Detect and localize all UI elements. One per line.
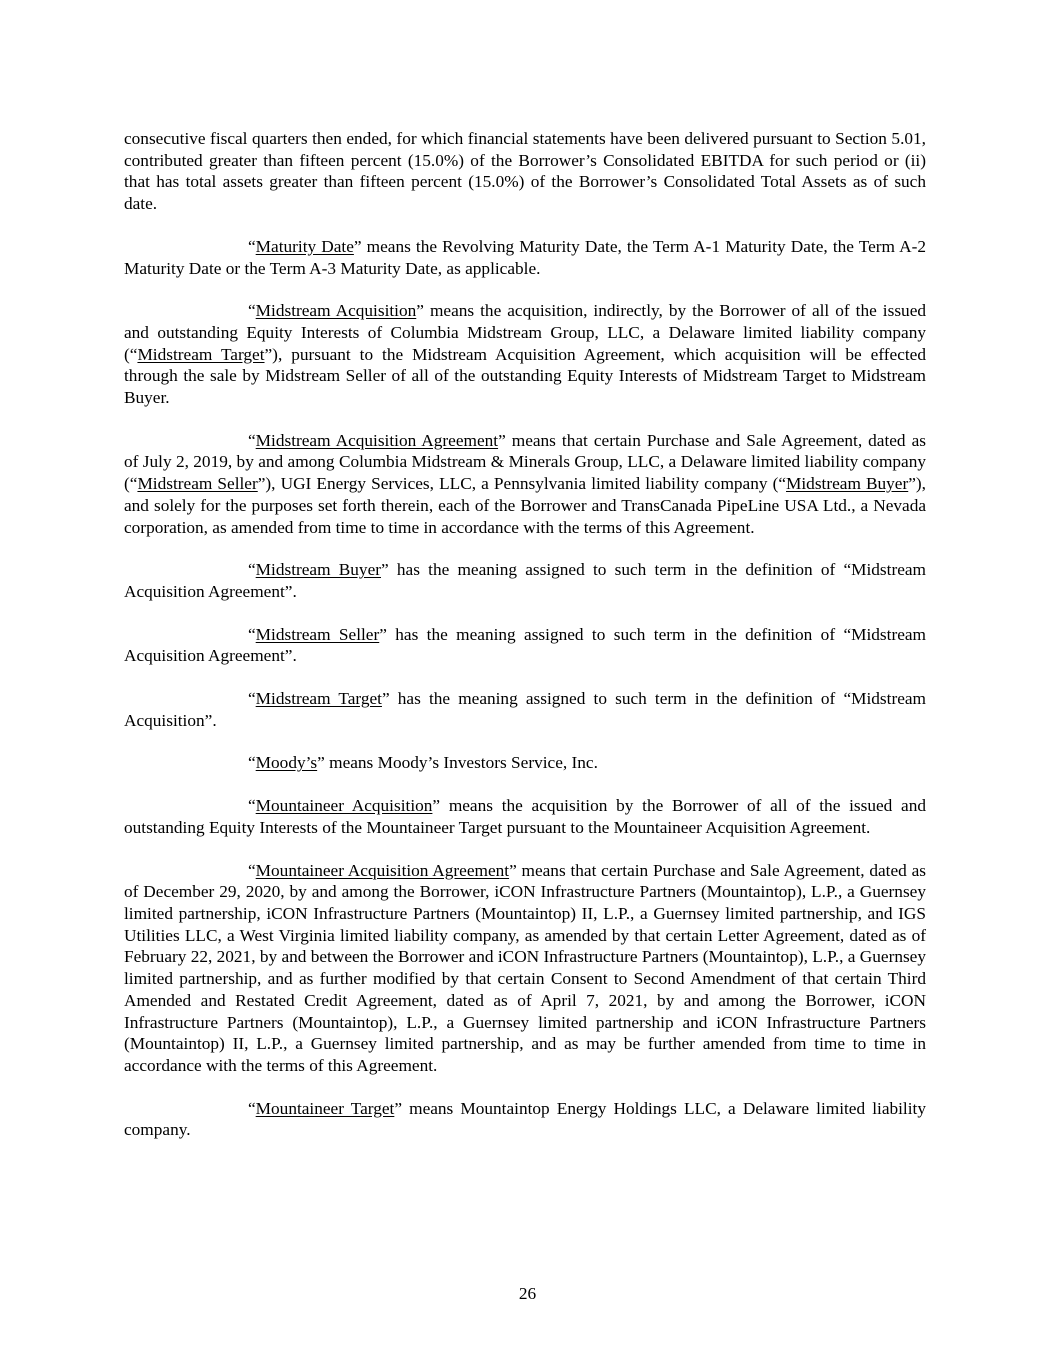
definition-text: ” has the meaning assigned to such term in the definition of “Midstream Acquisition Agreement”. (124, 560, 926, 601)
defined-term: Midstream Seller (255, 624, 380, 644)
inline-defined-term: Midstream Seller (137, 474, 258, 494)
definition-text: ” means the Revolving Maturity Date, the Term A-1 Maturity Date, the Term A-2 Maturity Date or the Term A-3 Maturity Date, as applicable. (124, 236, 926, 278)
definition-midstream-seller: “Midstream Seller” has the meaning assigned to such term in the definition of “Midstream Acquisition Agreement”. (124, 624, 926, 666)
definition-text: ”), UGI Energy Services, LLC, a Pennsylvania limited liability company (“ (257, 474, 787, 494)
inline-defined-term: Midstream Buyer (786, 474, 909, 494)
page-number: 26 (518, 1284, 537, 1303)
defined-term: Mountaineer Acquisition (255, 796, 433, 816)
definition-moodys: “Moody’s” means Moody’s Investors Service, Inc. (248, 753, 598, 773)
definition-text: ” means the acquisition by the Borrower of all of the issued and outstanding Equity Interests of the Mountaineer Target pursuant to the Mountaineer Acquisition Agreement. (124, 796, 926, 837)
definition-mountaineer-acquisition-agreement: “Mountaineer Acquisition Agreement” means that certain Purchase and Sale Agreement, dated as of December 29, 2020, by and among the Borrower, iCON Infrastructure Partners (Mountaintop), L.P., a Guernsey limited partnership, iCON Infrastructure Partners (Mountaintop) II, L.P., a Guernsey limited partnership, and IGS Utilities LLC, a West Virginia limited liability company, as amended by that certain Letter Agreement, dated as of February 22, 2021, by and between the Borrower and iCON Infrastructure Partners (Mountaintop), L.P., a Guernsey limited partnership, and as further modified by that certain Consent to Second Amendment of that certain Third Amended and Restated Credit Agreement, dated as of April 7, 2021, by and among the Borrower, iCON Infrastructure Partners (Mountaintop), L.P., a Guernsey limited partnership and iCON Infrastructure Partners (Mountaintop) II, L.P., a Guernsey limited partnership, and as may be further amended from time to time in accordance with the terms of this Agreement. (124, 860, 926, 1075)
defined-term: Midstream Acquisition Agreement (255, 430, 499, 450)
document-page (124, 124, 926, 1141)
definition-text: ” means Moody’s Investors Service, Inc. (317, 753, 598, 773)
definition-midstream-buyer: “Midstream Buyer” has the meaning assigned to such term in the definition of “Midstream Acquisition Agreement”. (124, 560, 926, 601)
defined-term: Maturity Date (255, 236, 354, 256)
definition-mountaineer-acquisition: “Mountaineer Acquisition” means the acquisition by the Borrower of all of the issued and outstanding Equity Interests of the Mountaineer Target pursuant to the Mountaineer Acquisition Agreement. (124, 796, 926, 837)
definition-text: ” has the meaning assigned to such term in the definition of “Midstream Acquisition”. (124, 689, 926, 730)
definition-text: ” means that certain Purchase and Sale Agreement, dated as of December 29, 2020, by and among the Borrower, iCON Infrastructure Partners (Mountaintop), L.P., a Guernsey limited partnership, iCON Infrastructure Partners (Mountaintop) II, L.P., a Guernsey limited partnership, and IGS Utilities LLC, a West Virginia limited liability company, as amended by that certain Letter Agreement, dated as of February 22, 2021, by and between the Borrower and iCON Infrastructure Partners (Mountaintop), L.P., a Guernsey limited partnership, and as further modified by that certain Consent to Second Amendment of that certain Third Amended and Restated Credit Agreement, dated as of April 7, 2021, by and among the Borrower, iCON Infrastructure Partners (Mountaintop), L.P., a Guernsey limited partnership and iCON Infrastructure Partners (Mountaintop) II, L.P., a Guernsey limited partnership, and as may be further amended from time to time in accordance with the terms of this Agreement. (124, 860, 926, 1075)
definition-maturity-date: “Maturity Date” means the Revolving Maturity Date, the Term A-1 Maturity Date, the Term A-2 Maturity Date or the Term A-3 Maturity Date, as applicable. (124, 236, 926, 278)
definition-text: ”), pursuant to the Midstream Acquisition Agreement, which acquisition will be effected through the sale by Midstream Seller of all of the outstanding Equity Interests of Midstream Target to Midstream Buyer. (124, 344, 926, 408)
paragraph-text: consecutive fiscal quarters then ended, for which financial statements have been delivered pursuant to Section 5.01, contributed greater than fifteen percent (15.0%) of the Borrower’s Consolidated EBITDA for such period or (ii) that has total assets greater than fifteen percent (15.0%) of the Borrower’s Consolidated Total Assets as of such date. (124, 129, 926, 214)
defined-term: Moody’s (255, 753, 318, 773)
inline-defined-term: Midstream Target (137, 344, 265, 364)
defined-term: Midstream Target (255, 689, 382, 709)
definition-midstream-acquisition-agreement: “Midstream Acquisition Agreement” means that certain Purchase and Sale Agreement, dated as of July 2, 2019, by and among Columbia Midstream & Minerals Group, LLC, a Delaware limited liability company (“Midstream Seller”), UGI Energy Services, LLC, a Pennsylvania limited liability company (“Midstream Buyer”), and solely for the purposes set forth therein, each of the Borrower and TransCanada PipeLine USA Ltd., a Nevada corporation, as amended from time to time in accordance with the terms of this Agreement. (124, 430, 926, 537)
paragraph-continuation (124, 128, 926, 215)
defined-term: Mountaineer Acquisition Agreement (255, 860, 510, 880)
definition-text: ” has the meaning assigned to such term in the definition of “Midstream Acquisition Agreement”. (124, 624, 926, 666)
definition-mountaineer-target: “Mountaineer Target” means Mountaintop Energy Holdings LLC, a Delaware limited liability company. (124, 1098, 926, 1140)
definition-midstream-acquisition: “Midstream Acquisition” means the acquisition, indirectly, by the Borrower of all of the issued and outstanding Equity Interests of Columbia Midstream Group, LLC, a Delaware limited liability company (“Midstream Target”), pursuant to the Midstream Acquisition Agreement, which acquisition will be effected through the sale by Midstream Seller of all of the outstanding Equity Interests of Midstream Target to Midstream Buyer. (124, 301, 927, 408)
defined-term: Midstream Acquisition (255, 301, 417, 321)
definition-midstream-target: “Midstream Target” has the meaning assigned to such term in the definition of “Midstream Acquisition”. (124, 689, 926, 730)
definition-text: ” means Mountaintop Energy Holdings LLC, a Delaware limited liability company. (124, 1098, 926, 1140)
definition-text: ” means the acquisition, indirectly, by the Borrower of all of the issued and outstanding Equity Interests of Columbia Midstream Group, LLC, a Delaware limited liability company (“ (124, 301, 927, 364)
definition-text: ”), and solely for the purposes set forth therein, each of the Borrower and TransCanada PipeLine USA Ltd., a Nevada corporation, as amended from time to time in accordance with the terms of this Agreement. (124, 474, 926, 537)
defined-term: Midstream Buyer (255, 560, 381, 580)
defined-term: Mountaineer Target (255, 1098, 395, 1118)
definition-text: ” means that certain Purchase and Sale Agreement, dated as of July 2, 2019, by and among Columbia Midstream & Minerals Group, LLC, a Delaware limited liability company (“ (124, 430, 926, 494)
